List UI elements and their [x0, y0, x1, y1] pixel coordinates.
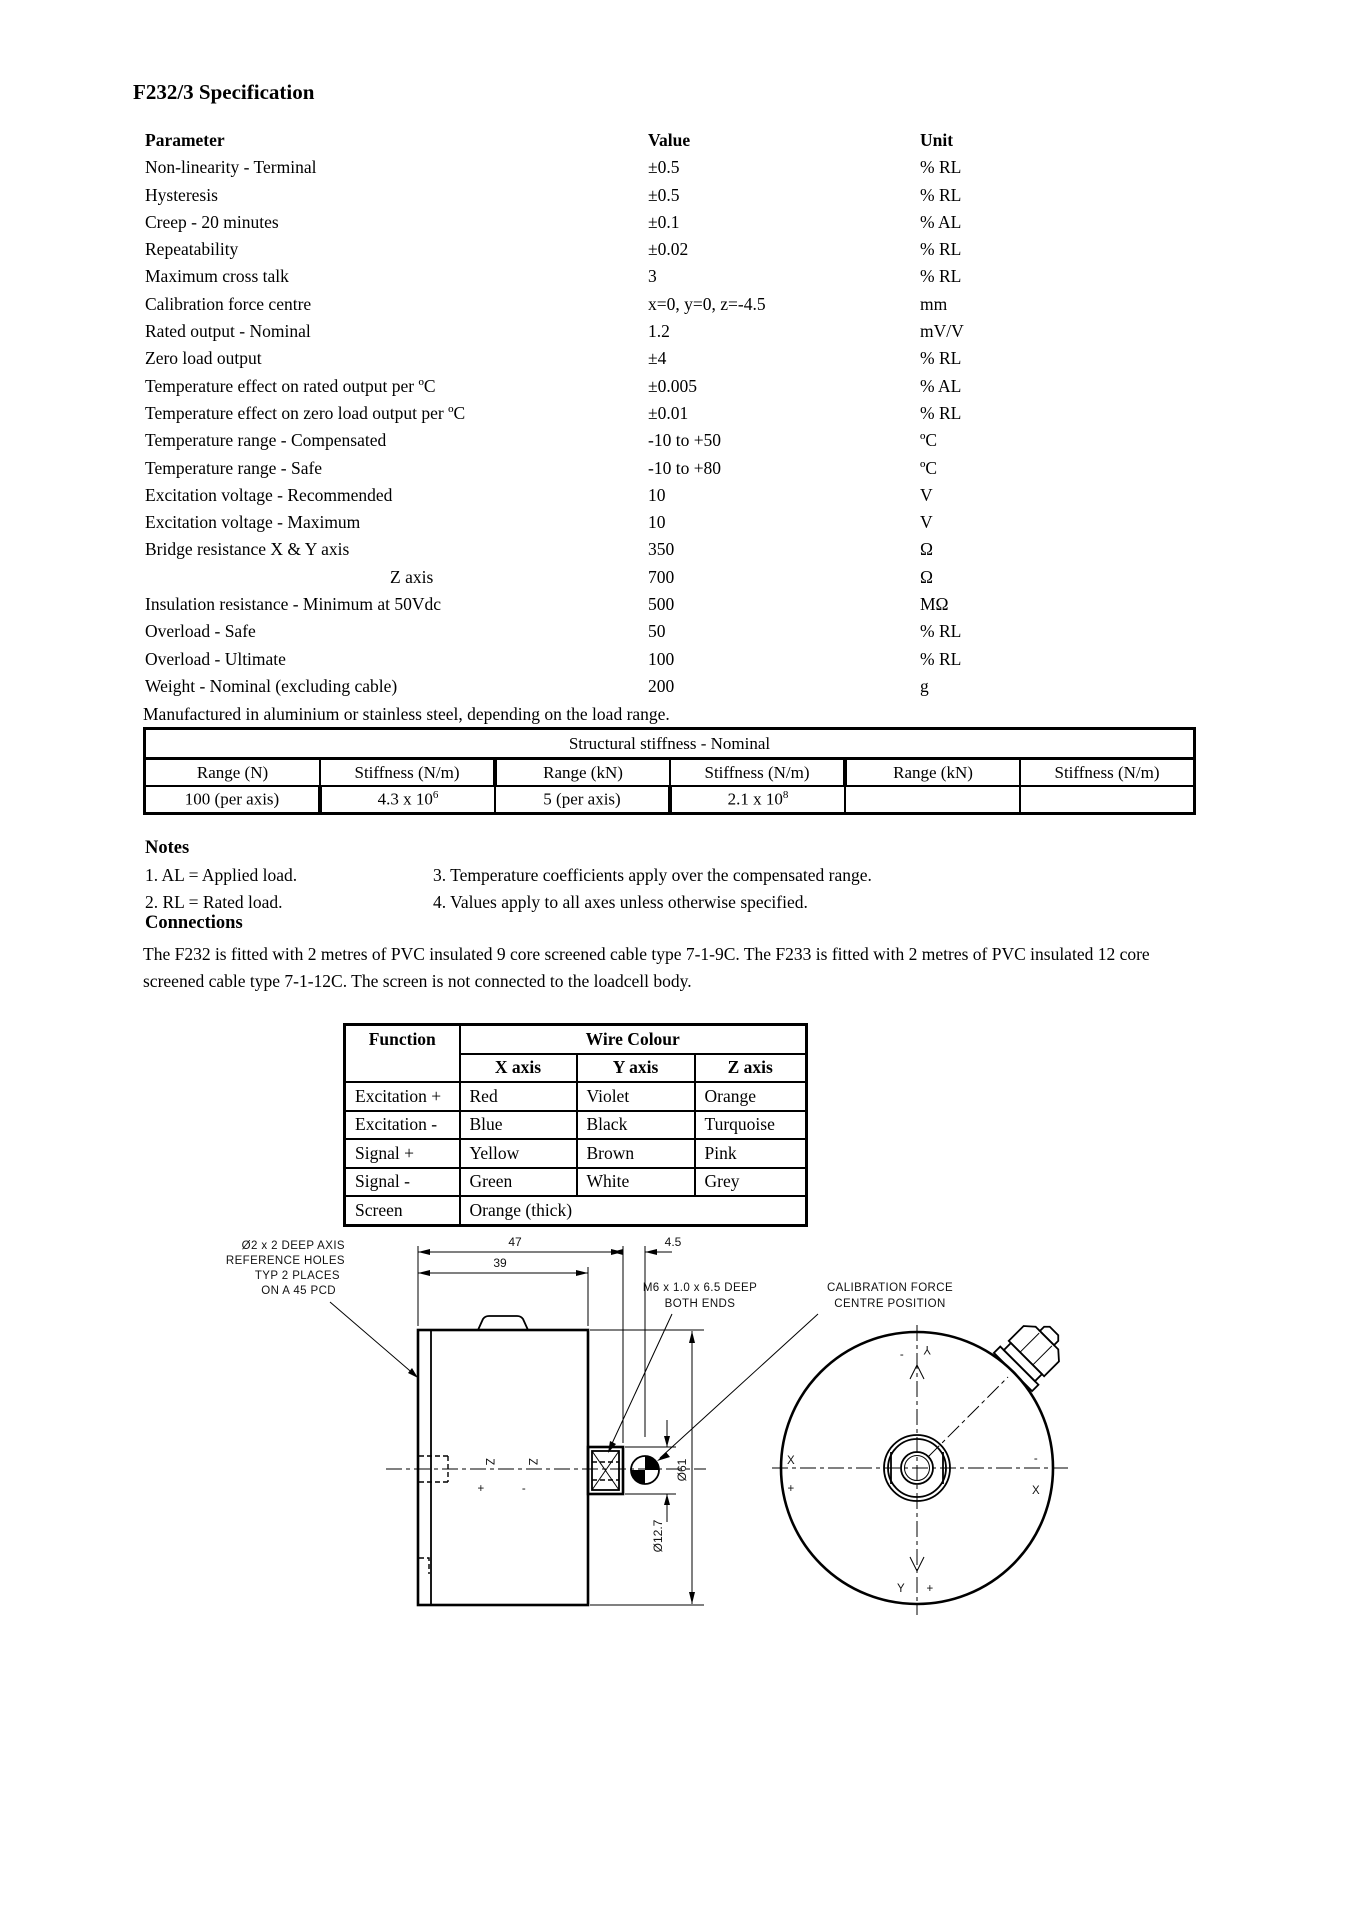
axis-sign-y-bottom: + [926, 1583, 934, 1595]
spec-parameter: Creep - 20 minutes [145, 211, 279, 232]
calibration-target-quadrant [645, 1456, 659, 1470]
stiffness-cell-value: 4.3 x 10 [377, 789, 433, 809]
table-row [143, 539, 1213, 566]
spec-parameter: Repeatability [145, 239, 239, 260]
spec-parameter: Temperature range - Safe [145, 457, 323, 478]
wire-header-row-1 [345, 1025, 807, 1054]
dim-text-47: 47 [508, 1235, 522, 1249]
m6-note-line2: BOTH ENDS [664, 1298, 736, 1310]
dim-arrow [689, 1592, 695, 1604]
wire-x-colour: Yellow [460, 1139, 577, 1168]
axis-label-y-bottom: Y [896, 1583, 906, 1595]
connections-paragraph: The F232 is fitted with 2 metres of PVC insulated 9 core screened cable type 7-1-9C. The F233 is fitted with 2 metres of PVC insulated 12 core screened cable type 7-1-12C. The screen is not connected to the loadcell body. [143, 944, 1150, 992]
spec-parameter: Bridge resistance X & Y axis [145, 539, 350, 560]
technical-drawing [0, 1230, 1348, 1707]
spec-value: 500 [648, 594, 675, 615]
spec-value: ±0.1 [648, 211, 680, 232]
ref-holes-note-line3: TYP 2 PLACES [254, 1270, 340, 1282]
wire-y-colour: White [577, 1168, 695, 1197]
table-row [345, 1111, 807, 1140]
stiffness-col-header: Stiffness (N/m) [1020, 759, 1195, 787]
table-row [143, 621, 1213, 648]
wire-z-colour: Orange [695, 1082, 807, 1111]
spec-value: 100 [648, 648, 675, 669]
leader-line-ref-holes [330, 1302, 416, 1376]
spec-unit: Ω [920, 566, 934, 587]
wire-screen-colour: Orange (thick) [460, 1196, 807, 1225]
spec-value: ±4 [648, 348, 667, 369]
stiffness-col-header: Stiffness (N/m) [320, 759, 495, 787]
spec-unit: ºC [920, 457, 938, 478]
note-item: 3. Temperature coefficients apply over the compensated range. [433, 865, 872, 885]
spec-parameter: Temperature effect on zero load output per ºC [145, 402, 466, 423]
wire-x-colour: Blue [460, 1111, 577, 1140]
page-title: F232/3 Specification [133, 80, 315, 104]
m6-note-line1: M6 x 1.0 x 6.5 DEEP [642, 1282, 758, 1294]
stiffness-cell [495, 786, 670, 814]
axis-label-x-right: X [1031, 1485, 1041, 1497]
axis-sign-x-left: + [787, 1483, 795, 1495]
spec-unit: V [920, 484, 933, 505]
wire-z-colour: Grey [695, 1168, 807, 1197]
stiffness-cell [670, 786, 845, 814]
table-row [143, 403, 1213, 430]
spec-value: ±0.005 [648, 375, 697, 396]
spec-value: 10 [648, 512, 666, 533]
axis-sign-z-minus: - [521, 1483, 527, 1495]
spec-unit: V [920, 512, 933, 533]
axis-sign-y-top: - [899, 1349, 905, 1361]
table-row [143, 485, 1213, 512]
spec-value: 10 [648, 484, 666, 505]
wire-axis-header-y: Y axis [577, 1054, 695, 1083]
spec-unit: % RL [920, 402, 962, 423]
dim-text-39: 39 [493, 1256, 507, 1270]
table-row [143, 239, 1213, 266]
spec-parameter: Calibration force centre [145, 293, 312, 314]
axis-label-z-minus: Z [526, 1458, 538, 1466]
table-row [143, 594, 1213, 621]
calibration-target-quadrant [631, 1470, 645, 1484]
wire-z-colour: Pink [695, 1139, 807, 1168]
table-row [143, 676, 1213, 703]
wire-function: Screen [345, 1196, 460, 1225]
spec-unit: % RL [920, 621, 962, 642]
stiffness-data-row [145, 786, 1195, 814]
stiffness-cell-exponent: 6 [432, 789, 439, 802]
spec-parameter: Weight - Nominal (excluding cable) [145, 675, 398, 696]
gland-nut [1009, 1320, 1065, 1376]
dim-text-dia61: Ø61 [675, 1458, 689, 1482]
loadcell-body-outline [418, 1330, 588, 1605]
dim-arrow [418, 1270, 430, 1276]
stiffness-col-header: Range (N) [145, 759, 321, 787]
table-row [143, 157, 1213, 184]
note-item: 1. AL = Applied load. [145, 865, 298, 885]
cable-gland [994, 1312, 1073, 1391]
spec-table [143, 130, 1213, 703]
leader-arrow [408, 1368, 418, 1378]
spec-unit: mm [920, 293, 948, 314]
dim-arrow [576, 1270, 588, 1276]
stiffness-cell-exponent: 8 [782, 789, 789, 802]
table-row [143, 649, 1213, 676]
wire-z-colour: Turquoise [695, 1111, 807, 1140]
wire-function: Signal - [345, 1168, 460, 1197]
wire-rows-host [345, 1082, 807, 1196]
stiffness-header-row [145, 759, 1195, 787]
spec-parameter: Temperature range - Compensated [145, 430, 387, 451]
spec-parameter: Zero load output [145, 348, 262, 369]
leader-line-m6 [609, 1314, 672, 1450]
table-row [345, 1139, 807, 1168]
spec-unit: % RL [920, 348, 962, 369]
stiffness-cell-value: 2.1 x 10 [727, 789, 783, 809]
connections-heading: Connections [145, 913, 243, 933]
ref-holes-note-line4: ON A 45 PCD [261, 1285, 336, 1297]
axis-label-y-top: Y [922, 1343, 932, 1355]
stiffness-caption-row [145, 729, 1195, 759]
spec-parameter: Insulation resistance - Minimum at 50Vdc [145, 594, 441, 615]
gland-nut-facet [1033, 1346, 1052, 1365]
spec-parameter: Overload - Ultimate [145, 648, 286, 669]
spec-value: ±0.5 [648, 184, 680, 205]
axis-label-x-left: X [786, 1455, 796, 1467]
table-row [143, 348, 1213, 375]
spec-value: 1.2 [648, 321, 670, 342]
wire-function: Signal + [345, 1139, 460, 1168]
stiffness-caption: Structural stiffness - Nominal [145, 729, 1195, 759]
wire-colour-table [343, 1023, 808, 1227]
note-item: 4. Values apply to all axes unless otherwise specified. [433, 892, 808, 913]
spec-unit: % AL [920, 375, 962, 396]
wire-y-colour: Black [577, 1111, 695, 1140]
axis-sign-z-plus: + [477, 1483, 485, 1495]
spec-unit: ºC [920, 430, 938, 451]
spec-unit: MΩ [920, 594, 949, 615]
spec-value: x=0, y=0, z=-4.5 [648, 293, 766, 314]
note-item: 2. RL = Rated load. [145, 892, 283, 913]
axis-label-z-plus: Z [483, 1458, 495, 1466]
spec-value: 700 [648, 566, 675, 587]
reference-hole-hidden-2 [419, 1558, 429, 1574]
notes-left-column [145, 865, 297, 920]
ref-holes-note-line2: REFERENCE HOLES [225, 1255, 345, 1267]
table-row [345, 1168, 807, 1197]
wire-y-colour: Brown [577, 1139, 695, 1168]
spec-value: -10 to +50 [648, 430, 722, 451]
spec-unit: % RL [920, 157, 962, 178]
spec-header-value: Value [648, 130, 691, 150]
wire-axis-header-z: Z axis [695, 1054, 807, 1083]
spec-unit: % RL [920, 184, 962, 205]
spec-value: ±0.5 [648, 157, 680, 178]
spec-header-row [143, 130, 1213, 157]
table-row [143, 212, 1213, 239]
spec-header-unit: Unit [920, 130, 954, 150]
table-row [143, 430, 1213, 457]
wire-function-header: Function [345, 1025, 460, 1083]
dim-arrow [645, 1249, 657, 1255]
stiffness-col-header: Range (kN) [495, 759, 670, 787]
spec-value: 350 [648, 539, 675, 560]
dim-arrow [664, 1436, 670, 1447]
stiffness-cell-value: 5 (per axis) [543, 789, 621, 809]
spec-rows-host [143, 157, 1213, 703]
table-row [143, 185, 1213, 212]
spec-unit: % RL [920, 266, 962, 287]
spec-parameter: Hysteresis [145, 184, 218, 205]
wire-group-header: Wire Colour [460, 1025, 807, 1054]
spec-value: ±0.01 [648, 402, 689, 423]
stiffness-cell [320, 786, 495, 814]
stiffness-cell-value: 100 (per axis) [184, 789, 280, 809]
notes-right-column [433, 865, 872, 920]
dim-text-dia127: Ø12.7 [651, 1519, 665, 1553]
leader-arrow [657, 1452, 670, 1461]
table-row [143, 567, 1213, 594]
spec-unit: Ω [920, 539, 934, 560]
spec-value: -10 to +80 [648, 457, 722, 478]
spec-parameter: Non-linearity - Terminal [145, 157, 317, 178]
manufactured-note: Manufactured in aluminium or stainless steel, depending on the load range. [143, 704, 670, 724]
dim-arrow [418, 1249, 430, 1255]
gland-nut-facet [1020, 1333, 1039, 1352]
spec-unit: mV/V [920, 321, 964, 342]
calibration-note-line1: CALIBRATION FORCE [826, 1282, 954, 1294]
spec-unit: % AL [920, 211, 962, 232]
top-boss [478, 1316, 528, 1330]
spec-parameter: Excitation voltage - Recommended [145, 484, 393, 505]
table-row [143, 321, 1213, 348]
leader-line-calibration [660, 1314, 818, 1458]
stiffness-cell [145, 786, 321, 814]
spec-unit: g [920, 675, 929, 696]
dim-arrow [664, 1494, 670, 1505]
spec-header-parameter: Parameter [145, 130, 225, 150]
wire-x-colour: Red [460, 1082, 577, 1111]
spec-unit: % RL [920, 239, 962, 260]
gland-tip [1040, 1324, 1061, 1345]
wire-screen-row [345, 1196, 807, 1225]
spec-value: 3 [648, 266, 657, 287]
dim-arrow [689, 1331, 695, 1343]
spec-parameter: Temperature effect on rated output per ºC [145, 375, 436, 396]
table-row [143, 294, 1213, 321]
notes-heading: Notes [145, 838, 190, 858]
ref-holes-note-line1: Ø2 x 2 DEEP AXIS [241, 1240, 345, 1252]
wire-x-colour: Green [460, 1168, 577, 1197]
stiffness-col-header: Range (kN) [845, 759, 1020, 787]
spec-value: 200 [648, 675, 675, 696]
table-row [143, 376, 1213, 403]
spec-value: ±0.02 [648, 239, 689, 260]
spec-value: 50 [648, 621, 666, 642]
stiffness-cell [1020, 786, 1195, 814]
spec-parameter: Rated output - Nominal [145, 321, 311, 342]
table-row [143, 458, 1213, 485]
table-row [143, 266, 1213, 293]
wire-function: Excitation - [345, 1111, 460, 1140]
spec-parameter: Excitation voltage - Maximum [145, 512, 361, 533]
calibration-note-line2: CENTRE POSITION [834, 1298, 946, 1310]
table-row [345, 1082, 807, 1111]
wire-function: Excitation + [345, 1082, 460, 1111]
spec-unit: % RL [920, 648, 962, 669]
stiffness-col-header: Stiffness (N/m) [670, 759, 845, 787]
spec-parameter: Z axis [390, 566, 434, 587]
wire-y-colour: Violet [577, 1082, 695, 1111]
stiffness-cell [845, 786, 1020, 814]
gland-plate [994, 1347, 1039, 1392]
stiffness-table [143, 727, 1196, 815]
table-row [143, 512, 1213, 539]
dim-text-45: 4.5 [664, 1235, 682, 1249]
spec-parameter: Overload - Safe [145, 621, 256, 642]
wire-axis-header-x: X axis [460, 1054, 577, 1083]
axis-sign-x-right: - [1033, 1453, 1039, 1465]
spec-parameter: Maximum cross talk [145, 266, 289, 287]
